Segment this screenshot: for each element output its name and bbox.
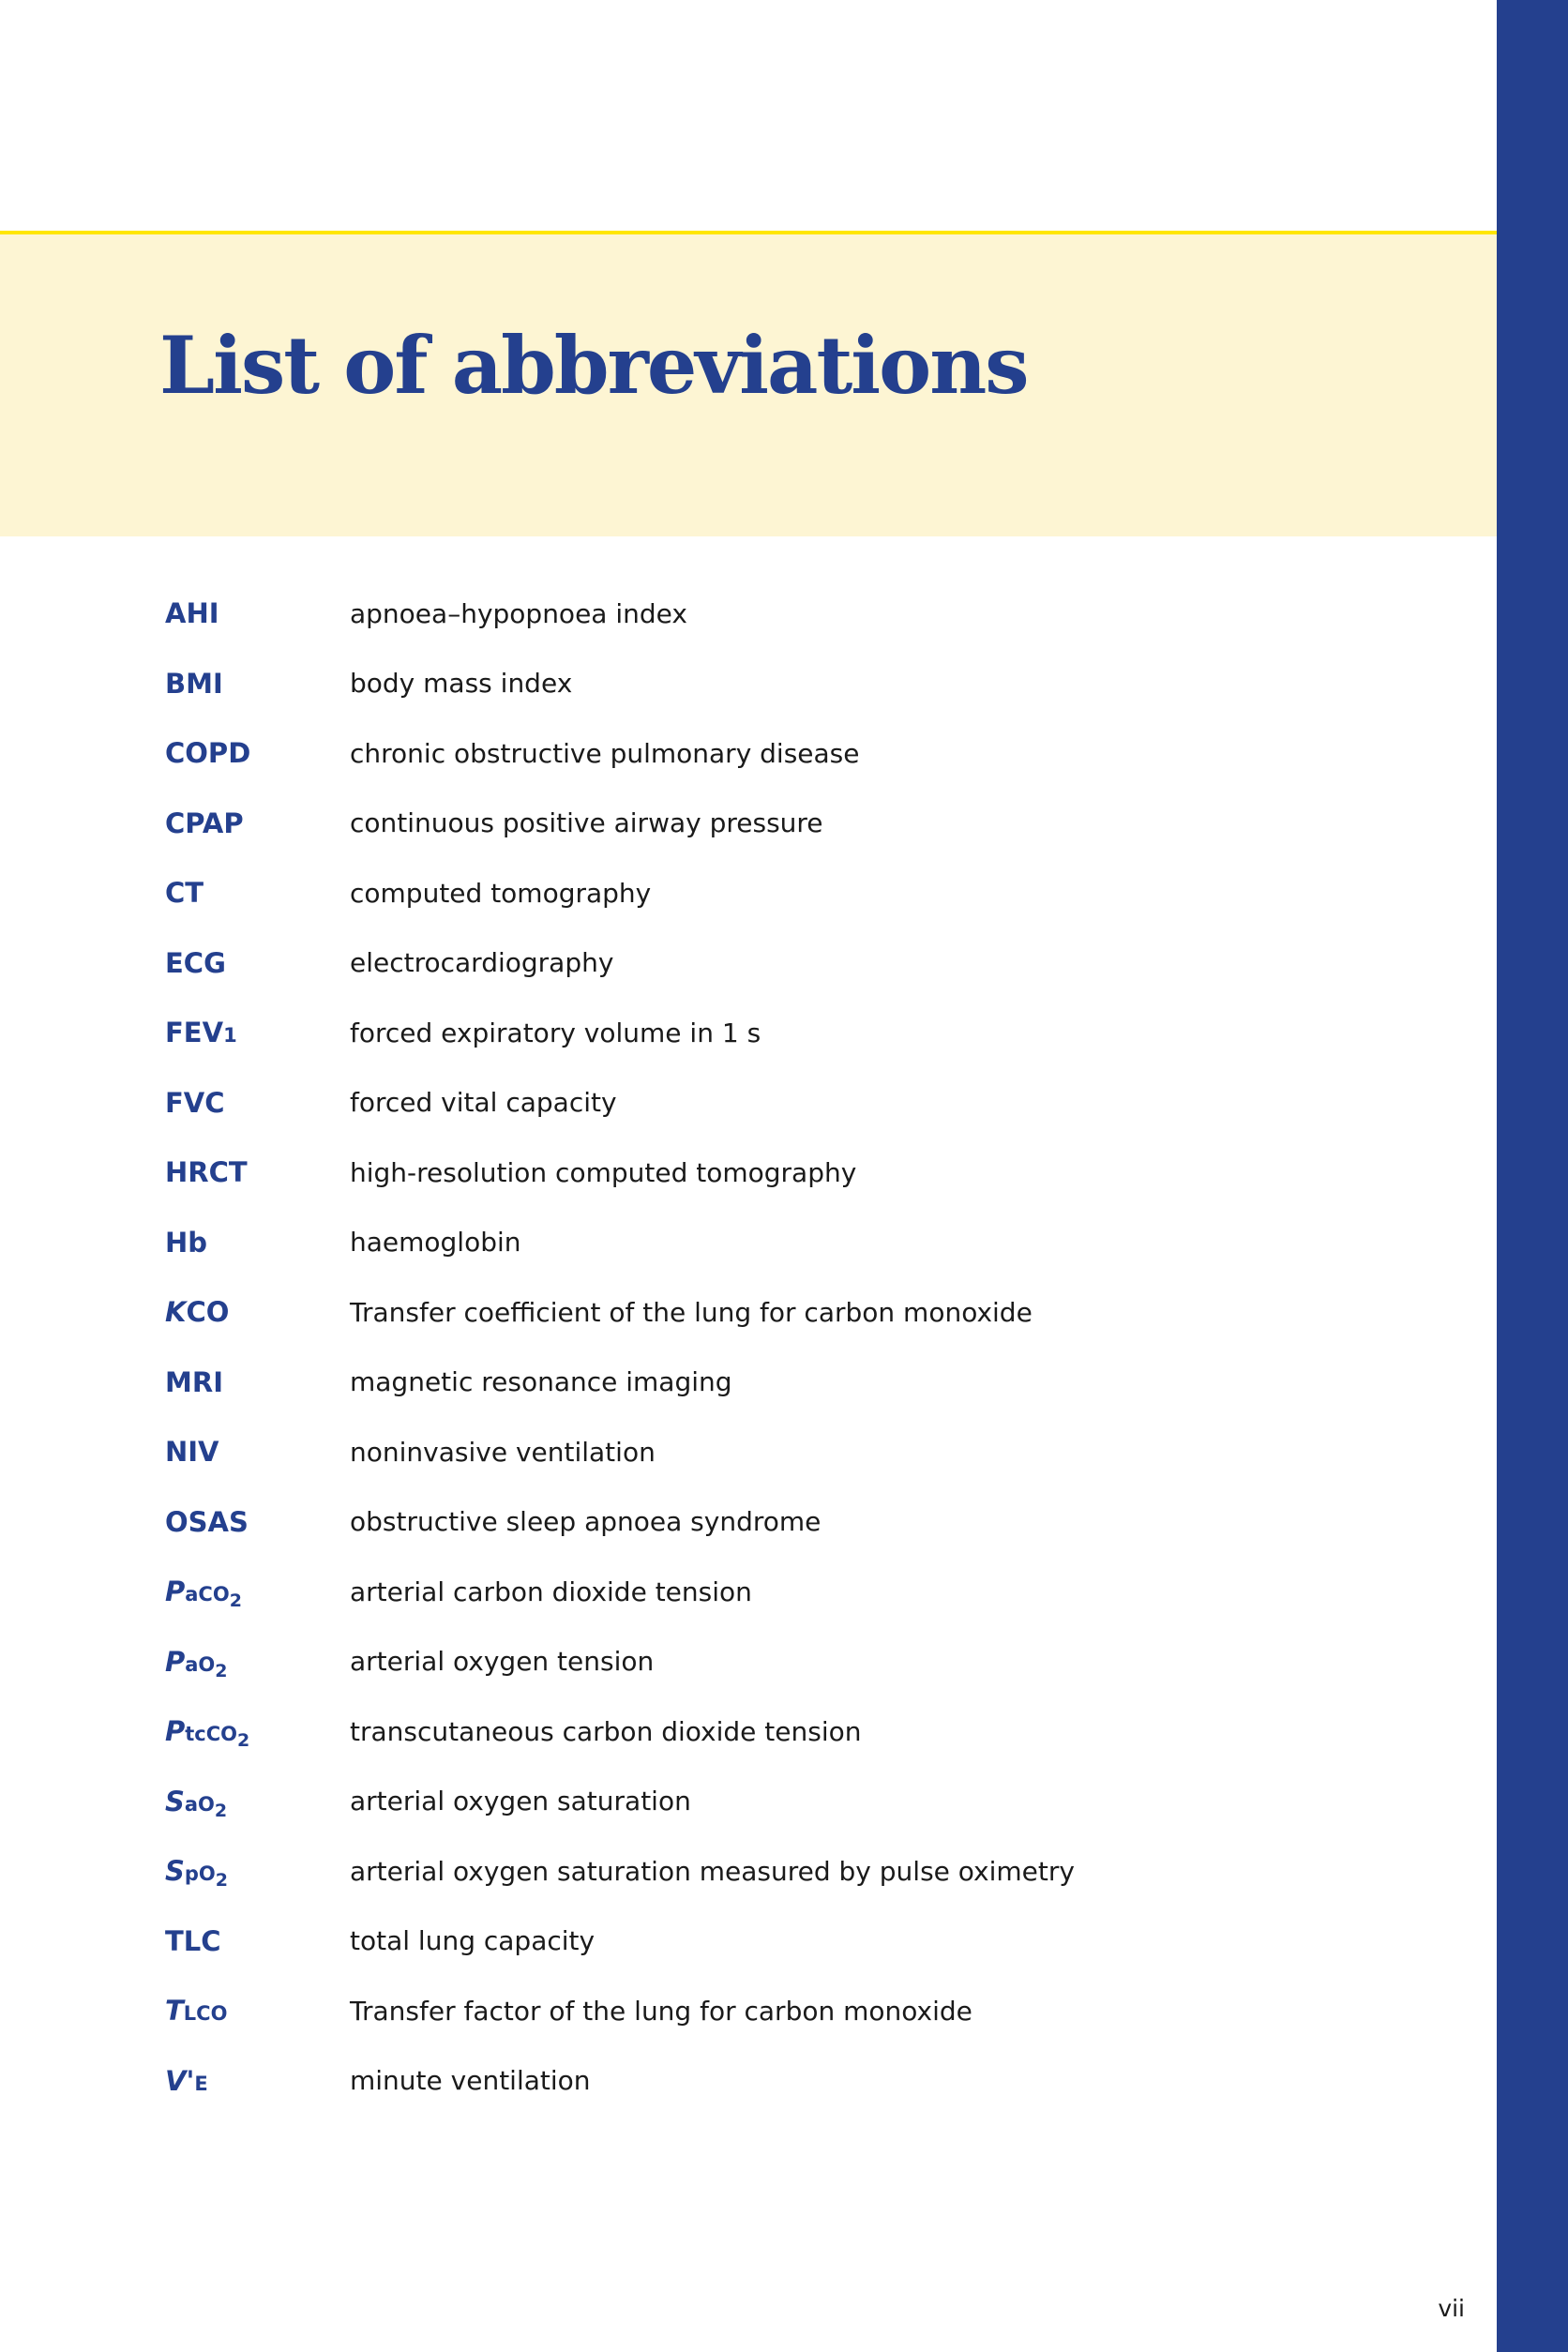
abbreviation-list: [165, 579, 1459, 2116]
abbreviation-row: [165, 1487, 1459, 1558]
abbreviation-row: [165, 1907, 1459, 1977]
abbreviation-definition: apnoea–hypopnoea index: [350, 597, 687, 629]
abbreviation-term: OSAS: [165, 1505, 249, 1538]
abbreviation-term: Hb: [165, 1226, 208, 1259]
abbreviation-definition: total lung capacity: [350, 1925, 596, 1957]
abbreviation-definition: haemoglobin: [350, 1227, 521, 1259]
abbreviation-term: PtcCO$_2$: [165, 1715, 250, 1752]
abbreviation-row: [165, 858, 1459, 928]
abbreviation-definition: arterial carbon dioxide tension: [350, 1576, 752, 1607]
abbreviation-row: [165, 998, 1459, 1068]
abbreviation-term: BMI: [165, 667, 223, 700]
abbreviation-row: [165, 2046, 1459, 2117]
abbreviation-definition: chronic obstructive pulmonary disease: [350, 737, 860, 769]
abbreviation-term: TLC: [165, 1924, 221, 1957]
abbreviation-row: [165, 928, 1459, 999]
page-title: List of abbreviations: [159, 319, 1028, 412]
page-number: vii: [1438, 2295, 1465, 2322]
abbreviation-term: PaO$_2$: [165, 1645, 228, 1681]
abbreviation-term: FEV1: [165, 1017, 237, 1049]
abbreviation-definition: arterial oxygen tension: [350, 1646, 655, 1678]
abbreviation-term: AHI: [165, 597, 219, 630]
abbreviation-definition: high-resolution computed tomography: [350, 1156, 857, 1188]
abbreviation-definition: forced expiratory volume in 1 s: [350, 1017, 761, 1048]
abbreviation-row: [165, 1068, 1459, 1138]
abbreviation-row: [165, 579, 1459, 649]
abbreviation-term: HRCT: [165, 1156, 248, 1189]
abbreviation-term: SpO$_2$: [165, 1855, 229, 1892]
abbreviation-definition: obstructive sleep apnoea syndrome: [350, 1506, 822, 1538]
abbreviation-term: KCO: [165, 1296, 230, 1329]
side-color-bar: [1497, 0, 1568, 2352]
abbreviation-term: SaO$_2$: [165, 1785, 228, 1821]
abbreviation-definition: Transfer coefficient of the lung for carbon monoxide: [350, 1296, 1033, 1328]
abbreviation-definition: arterial oxygen saturation measured by pulse oximetry: [350, 1855, 1075, 1887]
abbreviation-definition: minute ventilation: [350, 2065, 591, 2097]
abbreviation-term: CPAP: [165, 807, 244, 839]
abbreviation-term: COPD: [165, 737, 251, 770]
abbreviation-definition: arterial oxygen saturation: [350, 1786, 691, 1817]
abbreviation-term: ECG: [165, 946, 226, 979]
abbreviation-row: [165, 1277, 1459, 1348]
abbreviation-definition: forced vital capacity: [350, 1087, 617, 1119]
abbreviation-definition: Transfer factor of the lung for carbon monoxide: [350, 1995, 972, 2027]
abbreviation-row: [165, 1836, 1459, 1907]
abbreviation-term: MRI: [165, 1365, 223, 1398]
abbreviation-definition: electrocardiography: [350, 947, 614, 979]
abbreviation-row: [165, 718, 1459, 789]
abbreviation-term: NIV: [165, 1436, 219, 1469]
abbreviation-row: [165, 1557, 1459, 1627]
abbreviation-row: [165, 1417, 1459, 1487]
abbreviation-row: [165, 789, 1459, 859]
abbreviation-term: CT: [165, 877, 204, 910]
abbreviation-term: TLCO: [165, 1995, 228, 2028]
abbreviation-row: [165, 1976, 1459, 2046]
abbreviation-row: [165, 1138, 1459, 1208]
abbreviation-row: [165, 1627, 1459, 1697]
abbreviation-definition: transcutaneous carbon dioxide tension: [350, 1715, 862, 1747]
abbreviation-definition: noninvasive ventilation: [350, 1436, 656, 1468]
abbreviation-definition: magnetic resonance imaging: [350, 1366, 732, 1398]
abbreviation-row: [165, 1348, 1459, 1418]
abbreviation-row: [165, 1208, 1459, 1278]
abbreviation-term: PaCO$_2$: [165, 1576, 242, 1612]
abbreviation-term: FVC: [165, 1086, 225, 1119]
abbreviation-row: [165, 649, 1459, 719]
abbreviation-definition: body mass index: [350, 668, 573, 700]
abbreviation-row: [165, 1696, 1459, 1767]
abbreviation-definition: computed tomography: [350, 877, 652, 909]
abbreviation-definition: continuous positive airway pressure: [350, 807, 823, 839]
abbreviation-term: V'E: [165, 2064, 208, 2097]
abbreviation-row: [165, 1767, 1459, 1837]
